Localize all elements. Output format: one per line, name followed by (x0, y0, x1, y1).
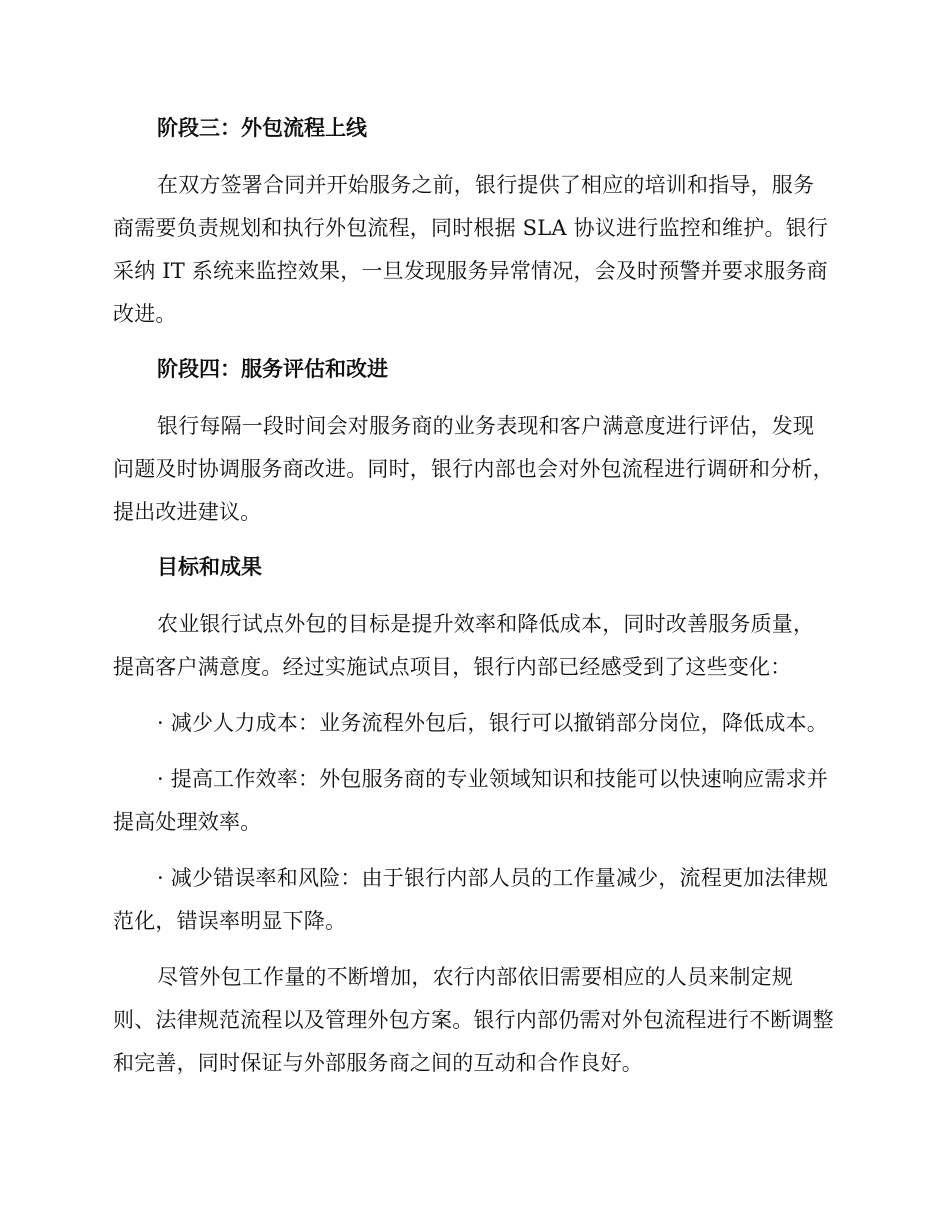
section3-paragraph: 在双方签署合同并开始服务之前，银行提供了相应的培训和指导，服务商需要负责规划和执行外包流程，同时根据 SLA 协议进行监控和维护。银行采纳 IT 系统来监控效果，一旦发现服务异常情况，会及时预警并要求服务商改进。 (113, 173, 829, 326)
section3-heading: 阶段三：外包流程上线 (157, 116, 367, 140)
bullet-item-reduce-errors: · 减少错误率和风险：由于银行内部人员的工作量减少，流程更加法律规范化，错误率明显下降。 (113, 866, 828, 933)
bullet-item-reduce-cost: · 减少人力成本：业务流程外包后，银行可以撤销部分岗位，降低成本。 (157, 711, 828, 735)
section4-paragraph: 银行每隔一段时间会对服务商的业务表现和客户满意度进行评估，发现问题及时协调服务商改进。同时，银行内部也会对外包流程进行调研和分析，提出改进建议。 (113, 414, 834, 524)
goals-heading: 目标和成果 (157, 555, 262, 579)
conclusion-paragraph: 尽管外包工作量的不断增加，农行内部依旧需要相应的人员来制定规则、法律规范流程以及管理外包方案。银行内部仍需对外包流程进行不断调整和完善，同时保证与外部服务商之间的互动和合作良好。 (113, 965, 834, 1075)
goals-intro-paragraph: 农业银行试点外包的目标是提升效率和降低成本，同时改善服务质量，提高客户满意度。经过实施试点项目，银行内部已经感受到了这些变化： (113, 612, 815, 679)
document-body (113, 108, 835, 1098)
bullet-item-improve-efficiency: · 提高工作效率：外包服务商的专业领域知识和技能可以快速响应需求并提高处理效率。 (113, 767, 828, 834)
section4-heading: 阶段四：服务评估和改进 (157, 357, 388, 381)
